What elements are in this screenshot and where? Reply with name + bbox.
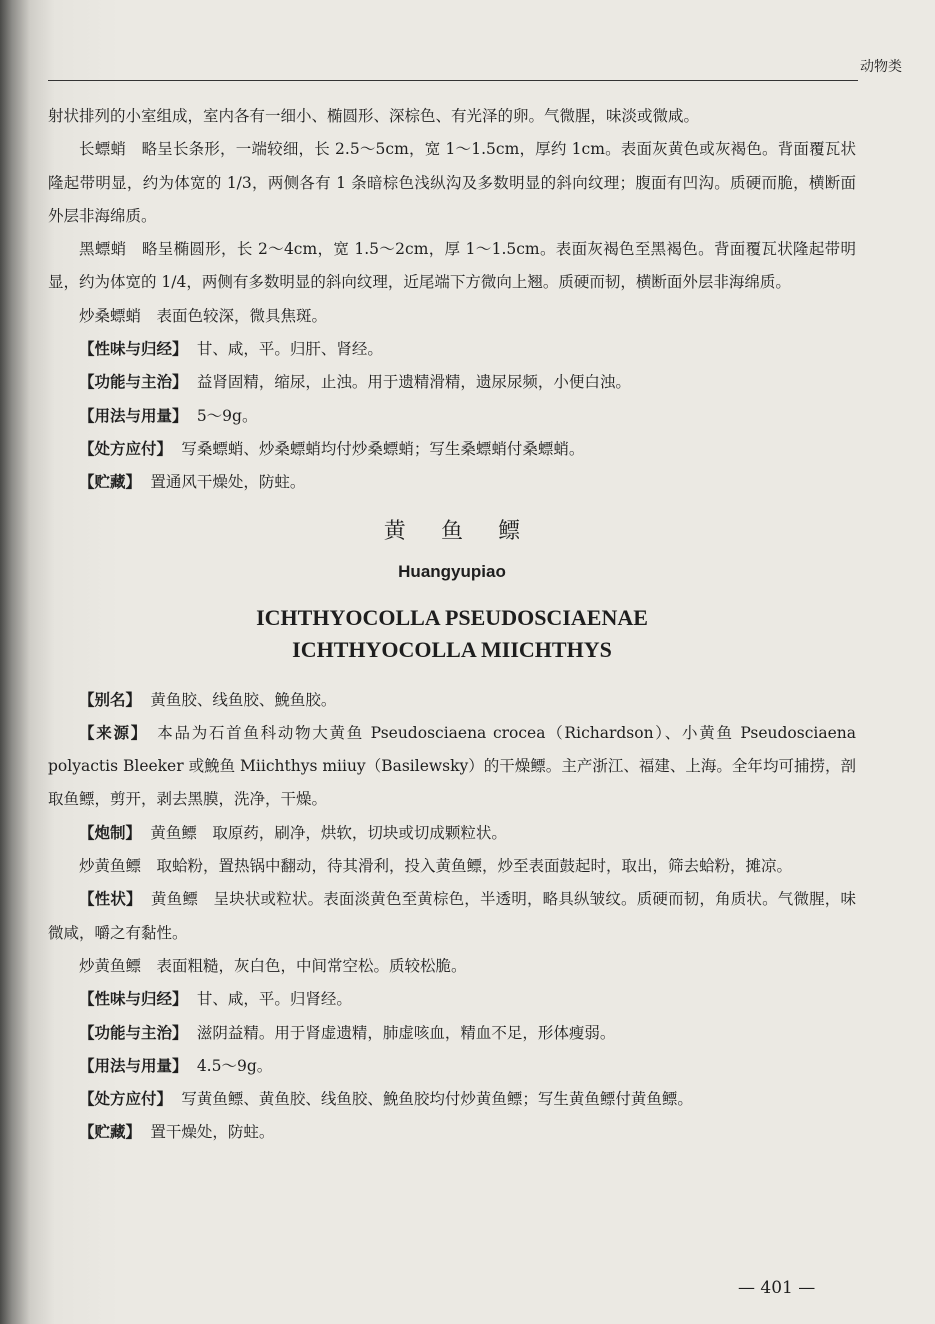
paragraph-function: 【功能与主治】 益肾固精，缩尿，止浊。用于遗精滑精，遗尿尿频，小便白浊。 [79,373,631,392]
entry-fried-description: 炒黄鱼鳔 表面粗糙，灰白色，中间常空松。质较松脆。 [79,956,467,975]
page-number: — 401 — [738,1278,816,1298]
entry-source: 【来源】 本品为石首鱼科动物大黄鱼 Pseudosciaena crocea（Richardson）、小黄鱼 Pseudosciaena polyactis Bleeker 或鮸鱼 Miichthys miiuy（Basilewsky）的干燥鳔。主产浙江、福建、上海。全年均可捕捞，剖取鱼鳔，剪开，剥去黑膜，洗净，干燥。 [48,723,856,809]
paragraph-long-mantis: 长螵蛸 略呈长条形，一端较细，长 2.5～5cm，宽 1～1.5cm，厚约 1cm。表面灰黄色或灰褐色。背面覆瓦状隆起带明显，约为体宽的 1/3，两侧各有 1 条暗棕色浅纵沟及多数明显的斜向纹理；腹面有凹沟。质硬而脆，横断面外层非海绵质。 [48,140,856,225]
entry-dosage: 【用法与用量】 4.5～9g。 [79,1056,273,1075]
entry-taste-meridian: 【性味与归经】 甘、咸，平。归肾经。 [79,990,352,1009]
paragraph-prescription: 【处方应付】 写桑螵蛸、炒桑螵蛸均付炒桑螵蛸；写生桑螵蛸付桑螵蛸。 [79,439,585,458]
paragraph-dosage: 【用法与用量】 5～9g。 [79,406,258,425]
latin-name-1: ICHTHYOCOLLA PSEUDOSCIAENAE [256,604,648,630]
book-page [48,0,906,1324]
entry-title: 黄鱼鳔 [383,518,556,544]
paragraph-storage: 【贮藏】 置通风干燥处，防蛀。 [79,473,306,492]
entry-prescription: 【处方应付】 写黄鱼鳔、黄鱼胶、线鱼胶、鮸鱼胶均付炒黄鱼鳔；写生黄鱼鳔付黄鱼鳔。 [79,1090,693,1109]
entry-function: 【功能与主治】 滋阴益精。用于肾虚遗精，肺虚咳血，精血不足，形体瘦弱。 [79,1023,616,1042]
entry-latin-names [48,602,856,666]
continued-paragraph: 射状排列的小室组成，室内各有一细小、椭圆形、深棕色、有光泽的卵。气微腥，味淡或微咸。 [48,107,700,125]
paragraph-taste-meridian: 【性味与归经】 甘、咸，平。归肝、肾经。 [79,340,383,359]
entry-storage: 【贮藏】 置干燥处，防蛀。 [79,1123,275,1142]
header-rule [48,80,858,81]
entry-pinyin: Huangyupiao [398,561,506,581]
paragraph-black-mantis: 黑螵蛸 略呈椭圆形，长 2～4cm，宽 1.5～2cm，厚 1～1.5cm。表面灰褐色至黑褐色。背面覆瓦状隆起带明显，约为体宽的 1/4，两侧有多数明显的斜向纹理，近尾端下方微向上翘。质硬而韧，横断面外层非海绵质。 [48,240,856,292]
latin-name-2: ICHTHYOCOLLA MIICHTHYS [292,636,612,662]
entry-description: 【性状】 黄鱼鳔 呈块状或粒状。表面淡黄色至黄棕色，半透明，略具纵皱纹。质硬而韧，角质状。气微腥，味微咸，嚼之有黏性。 [48,890,856,942]
entry-alias: 【别名】 黄鱼胶、线鱼胶、鮸鱼胶。 [79,690,337,709]
section-header: 动物类 [860,59,902,75]
entry-fried-processing: 炒黄鱼鳔 取蛤粉，置热锅中翻动，待其滑利，投入黄鱼鳔，炒至表面鼓起时，取出，筛去蛤粉，摊凉。 [79,857,793,876]
body-text [48,100,856,1150]
entry-processing: 【炮制】 黄鱼鳔 取原药，刷净，烘软，切块或切成颗粒状。 [79,823,507,842]
paragraph-fried-mantis: 炒桑螵蛸 表面色较深，微具焦斑。 [79,306,328,325]
